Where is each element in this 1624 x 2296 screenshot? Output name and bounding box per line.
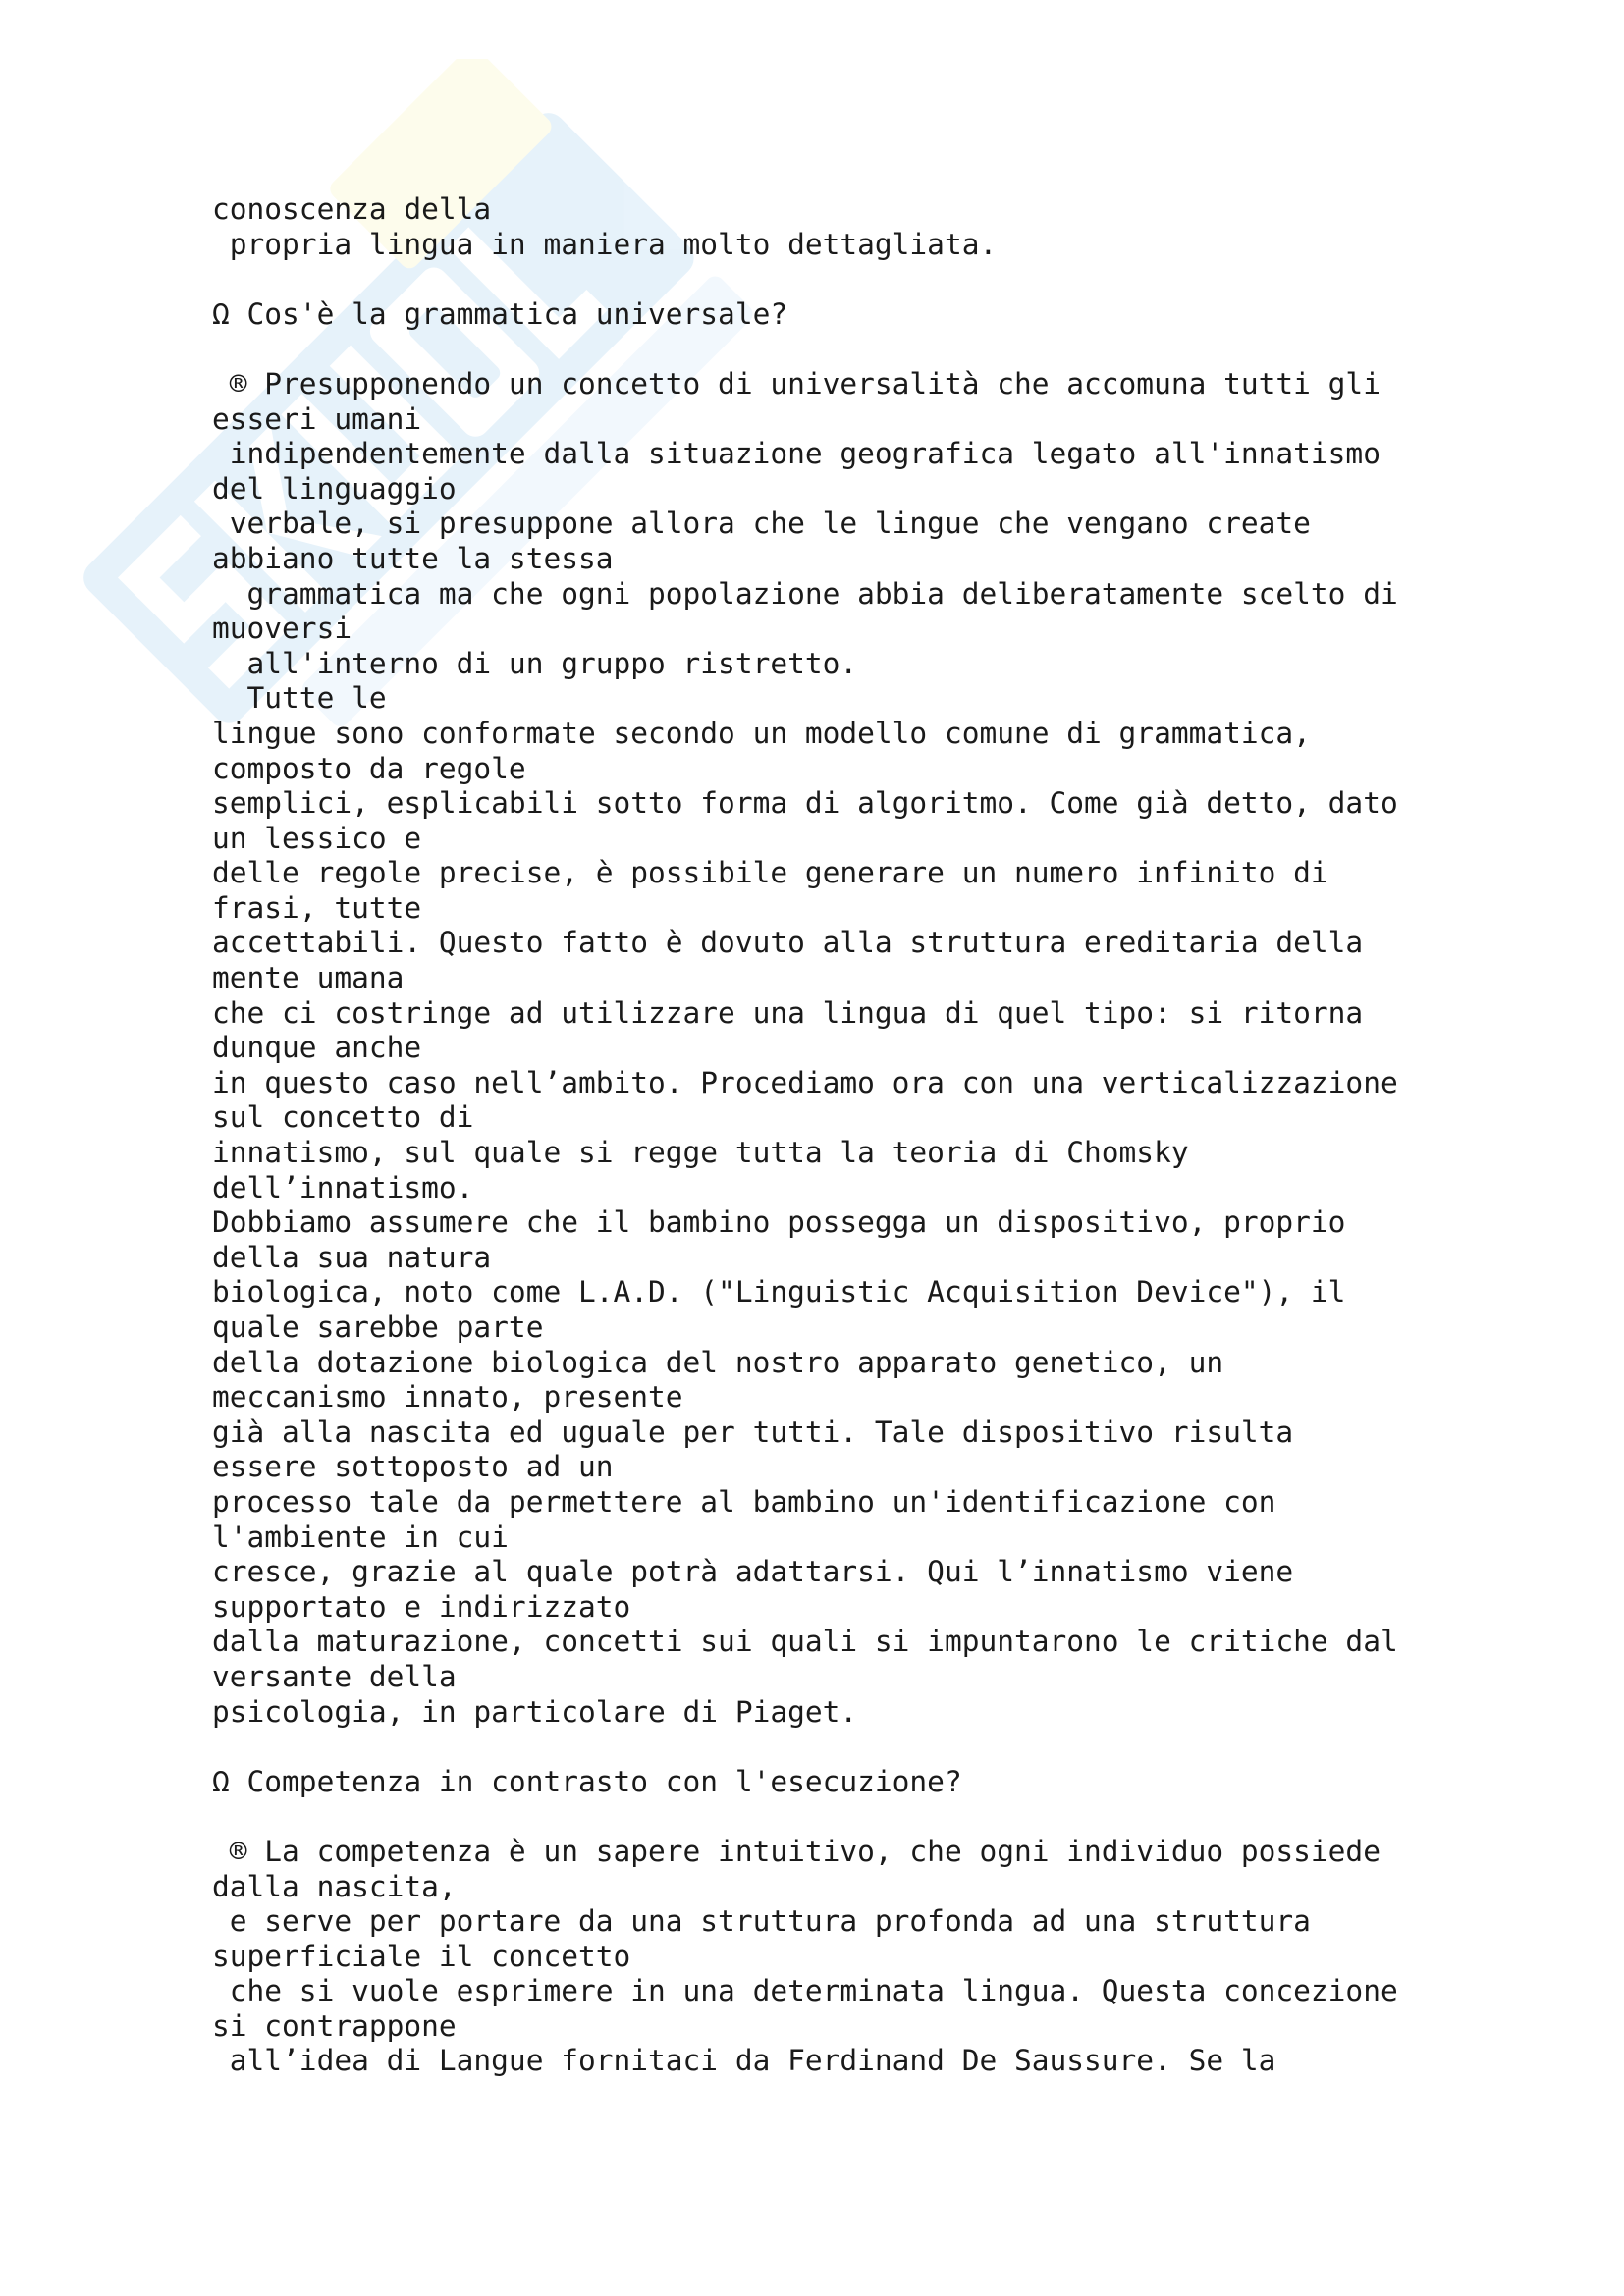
text-line: muoversi xyxy=(212,612,352,646)
text-line: biologica, noto come L.A.D. ("Linguistic Acquisition Device"), il xyxy=(212,1275,1346,1309)
text-line: superficiale il concetto xyxy=(212,1939,631,1973)
text-line: propria lingua in maniera molto dettagliata. xyxy=(212,227,998,261)
blank-line xyxy=(212,1730,1489,1765)
text-line: mente umana xyxy=(212,961,405,995)
text-line: psicologia, in particolare di Piaget. xyxy=(212,1694,858,1729)
text-line: ® Presupponendo un concetto di universalità che accomuna tutti gli xyxy=(212,366,1380,400)
text-line: dunque anche xyxy=(212,1031,422,1065)
text-line: delle regole precise, è possibile generare un numero infinito di xyxy=(212,856,1328,890)
text-line: della sua natura xyxy=(212,1240,492,1274)
blank-line xyxy=(212,262,1489,297)
text-line: semplici, esplicabili sotto forma di algoritmo. Come già detto, dato xyxy=(212,786,1398,821)
text-line: un lessico e xyxy=(212,821,422,855)
text-line: l'ambiente in cui xyxy=(212,1520,509,1554)
text-line: all’idea di Langue fornitaci da Ferdinand De Saussure. Se la xyxy=(212,2044,1276,2078)
text-line: dalla nascita, xyxy=(212,1869,457,1903)
text-line: verbale, si presuppone allora che le lingue che vengano create xyxy=(212,507,1311,541)
text-line: che ci costringe ad utilizzare una lingua di quel tipo: si ritorna xyxy=(212,995,1364,1030)
text-line: essere sottoposto ad un xyxy=(212,1450,614,1484)
text-line: lingue sono conformate secondo un modello comune di grammatica, xyxy=(212,716,1311,750)
text-line: innatismo, sul quale si regge tutta la teoria di Chomsky xyxy=(212,1136,1189,1170)
document-body xyxy=(212,192,1489,2079)
blank-line xyxy=(212,332,1489,367)
text-line: abbiano tutte la stessa xyxy=(212,541,614,575)
text-line: esseri umani xyxy=(212,401,422,436)
text-line: processo tale da permettere al bambino un'identificazione con xyxy=(212,1484,1276,1519)
text-line: dalla maturazione, concetti sui quali si impuntarono le critiche dal xyxy=(212,1625,1398,1659)
text-line: indipendentemente dalla situazione geografica legato all'innatismo xyxy=(212,437,1380,471)
text-line: della dotazione biologica del nostro apparato genetico, un xyxy=(212,1345,1224,1379)
text-line: versante della xyxy=(212,1659,457,1693)
text-line: dell’innatismo. xyxy=(212,1170,474,1204)
text-line: e serve per portare da una struttura profonda ad una struttura xyxy=(212,1904,1311,1939)
text-line: in questo caso nell’ambito. Procediamo ora con una verticalizzazione xyxy=(212,1065,1398,1099)
text-line: Dobbiamo assumere che il bambino possegga un dispositivo, proprio xyxy=(212,1205,1346,1240)
blank-line xyxy=(212,1799,1489,1835)
text-line: sul concetto di xyxy=(212,1100,474,1135)
text-line: si contrappone xyxy=(212,2008,457,2043)
text-line: Ω Cos'è la grammatica universale? xyxy=(212,296,788,331)
text-line: Tutte le xyxy=(212,681,387,716)
text-line: all'interno di un gruppo ristretto. xyxy=(212,646,858,680)
text-line: conoscenza della xyxy=(212,192,492,226)
text-line: supportato e indirizzato xyxy=(212,1589,631,1624)
text-line: del linguaggio xyxy=(212,471,457,506)
text-line: frasi, tutte xyxy=(212,890,422,925)
text-line: cresce, grazie al quale potrà adattarsi. Qui l’innatismo viene xyxy=(212,1555,1294,1589)
text-line: meccanismo innato, presente xyxy=(212,1380,683,1415)
text-line: grammatica ma che ogni popolazione abbia deliberatamente scelto di xyxy=(212,576,1398,611)
text-line: quale sarebbe parte xyxy=(212,1310,544,1344)
text-line: che si vuole esprimere in una determinata lingua. Questa concezione xyxy=(212,1974,1398,2008)
text-line: composto da regole xyxy=(212,751,526,785)
text-line: già alla nascita ed uguale per tutti. Tale dispositivo risulta xyxy=(212,1415,1294,1449)
text-line: Ω Competenza in contrasto con l'esecuzione? xyxy=(212,1764,962,1798)
text-line: accettabili. Questo fatto è dovuto alla struttura ereditaria della xyxy=(212,926,1364,960)
text-line: ® La competenza è un sapere intuitivo, che ogni individuo possiede xyxy=(212,1834,1380,1868)
